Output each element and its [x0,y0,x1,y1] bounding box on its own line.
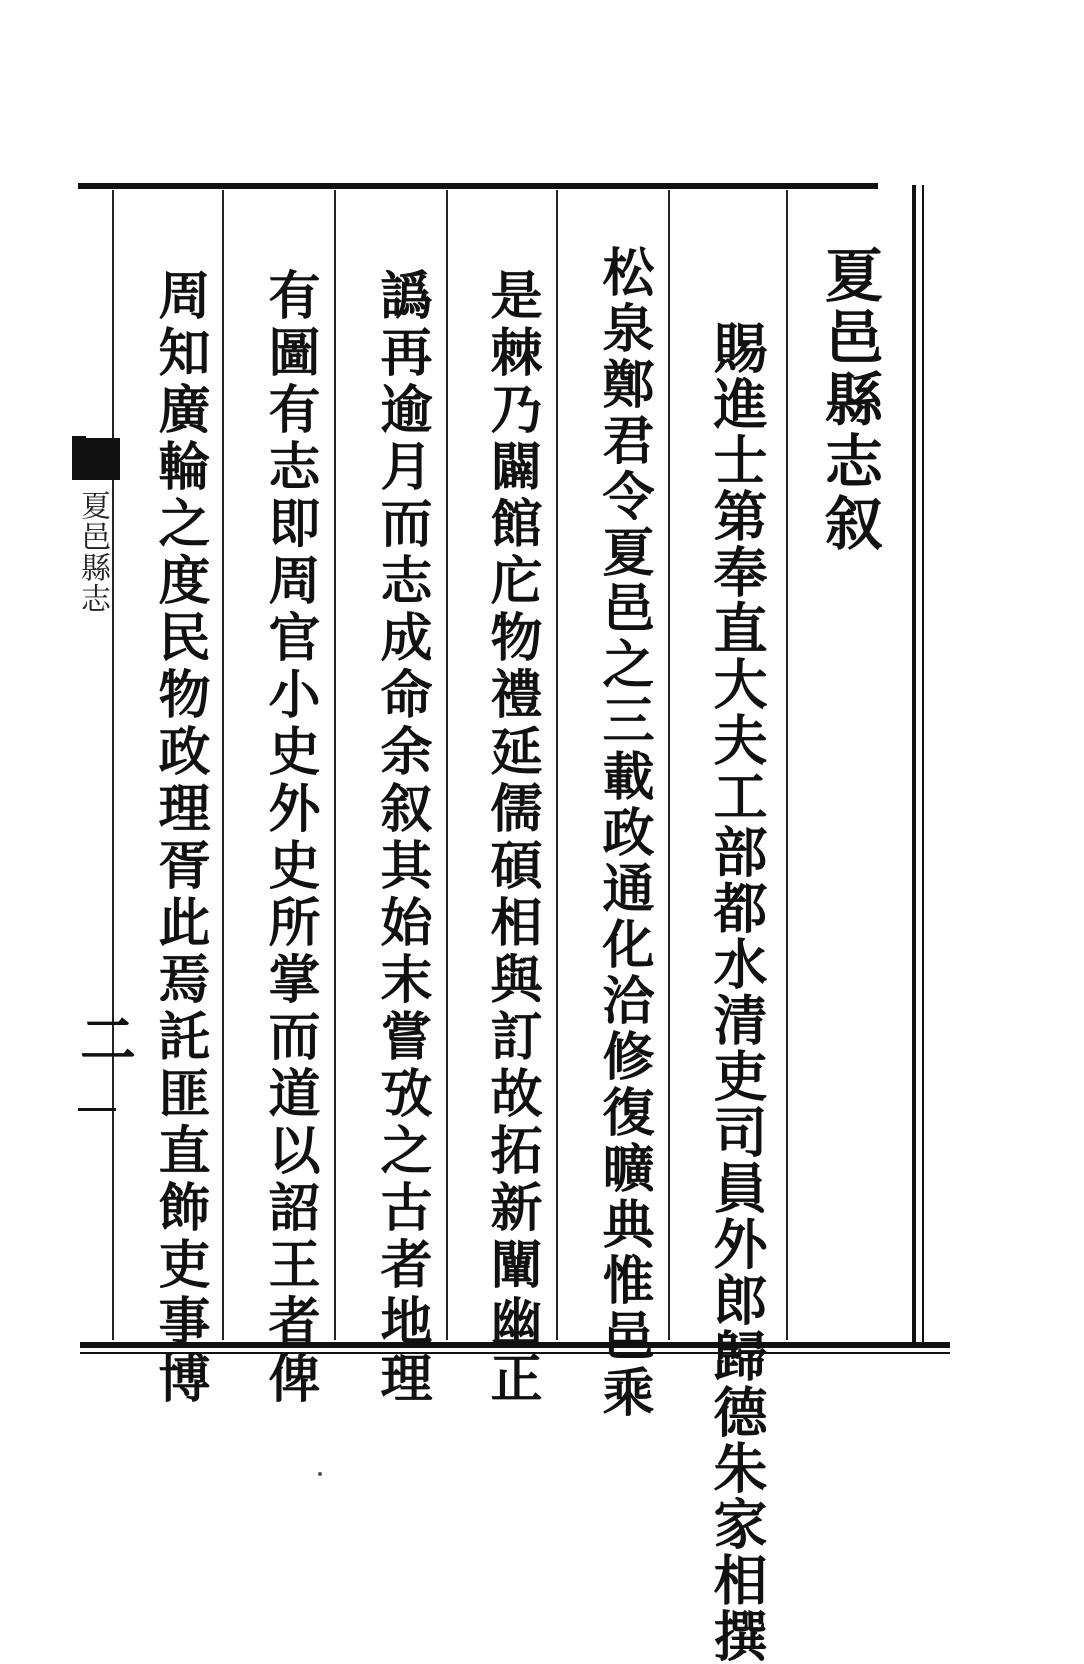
right-border-thin-rule [922,185,924,1347]
body-column-4 [254,268,324,1408]
fish-tail-block [72,438,120,480]
right-border-rule [912,185,916,1347]
body-text-line: 有圖有志即周官小史外史所掌而道以詔王者俾 [259,268,320,1408]
author-line-tail: 員外郎歸德朱家相撰 [705,1160,769,1664]
margin-book-title: 夏邑縣志 [75,490,110,614]
body-text-line: 譌再逾月而志成命余叙其始末嘗攷之古者地理 [371,268,432,1408]
column-divider [786,190,788,1340]
top-border-rule [78,183,878,189]
body-text-line: 是棘乃闢館庀物禮延儒碩相與訂故拓新闡幽正 [481,268,542,1408]
margin-leaf-number: 二 [71,1010,137,1066]
body-column-3 [366,268,436,1408]
column-divider [556,190,558,1340]
column-divider [112,190,114,1340]
body-column-5 [144,268,214,1408]
column-divider [668,190,670,1340]
column-divider [334,190,336,1340]
body-column-1 [588,245,658,1421]
margin-tick-mark [78,1108,116,1111]
body-text-line: 松泉鄭君令夏邑之三載政通化洽修復曠典惟邑乘 [593,245,654,1421]
author-line-main: 賜進士第奉直大夫工部都水清吏司 [705,320,769,1160]
ink-speck [318,1472,322,1476]
column-divider [446,190,448,1340]
title-column [814,245,884,555]
body-text-line: 周知廣輪之度民物政理胥此焉託匪直飾吏事博 [149,268,210,1408]
column-divider [222,190,224,1340]
body-column-2 [476,268,546,1408]
document-title: 夏邑縣志叙 [815,245,883,555]
author-column [702,320,772,1664]
